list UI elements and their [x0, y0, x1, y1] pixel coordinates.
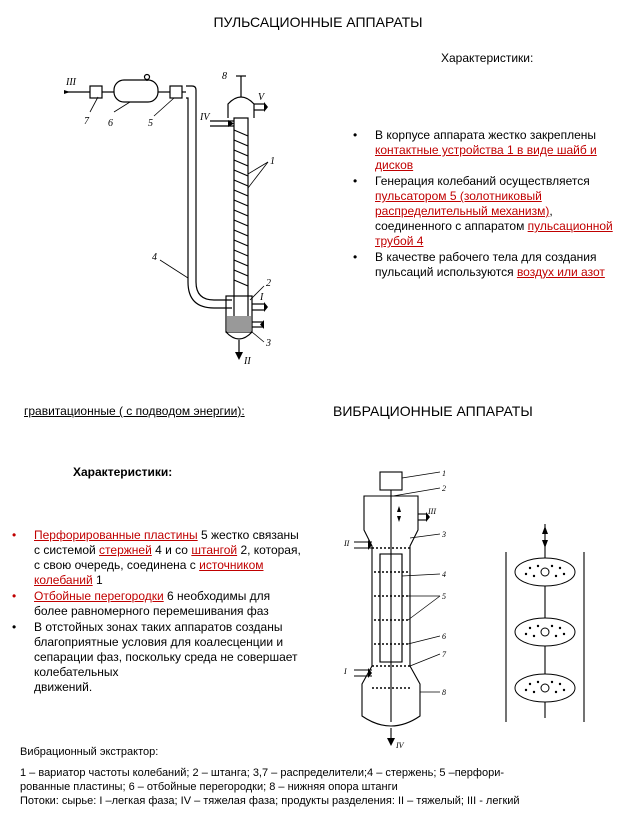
label-6: 6 [108, 118, 113, 129]
vib-label-2: 2 [442, 484, 446, 493]
vib-label-8: 8 [442, 688, 446, 697]
legend-line-3: Потоки: сырье: I –легкая фаза; IV – тяжелая фаза; продукты разделения: II – тяжелый; III - легкий [20, 795, 520, 807]
label-V: V [258, 92, 265, 103]
pulsation-apparatus-diagram [60, 64, 290, 370]
label-II: II [244, 356, 251, 367]
top-characteristics-heading: Характеристики: [441, 51, 534, 65]
label-4: 4 [152, 252, 157, 263]
vib-label-6: 6 [442, 632, 446, 641]
vib-label-4: 4 [442, 570, 446, 579]
label-I: I [260, 292, 264, 303]
legend-line-1: 1 – вариатор частоты колебаний; 2 – штанга; 3,7 – распределители;4 – стержень; 5 –перфори- [20, 767, 505, 779]
vib-label-7: 7 [442, 650, 446, 659]
label-5: 5 [148, 118, 153, 129]
vib-label-IV: IV [396, 741, 404, 750]
label-7: 7 [84, 116, 89, 127]
vib-label-1: 1 [442, 469, 446, 478]
gravitational-heading: гравитационные ( с подводом энергии): [24, 404, 245, 418]
list-item: • В отстойных зонах таких аппаратов созданы благоприятные условия для коалесценции и сепарации фаз, поскольку среда не совершает колебательных движений. [12, 620, 306, 695]
label-IV: IV [200, 112, 210, 123]
label-2: 2 [266, 278, 271, 289]
page-title: ПУЛЬСАЦИОННЫЕ АППАРАТЫ [213, 14, 423, 30]
list-item: • В корпусе аппарата жестко закреплены контактные устройства 1 в виде шайб и дисков [353, 128, 629, 173]
label-III: III [66, 77, 76, 88]
vibration-extractor-diagram [340, 466, 452, 756]
top-characteristics-list [353, 128, 629, 281]
list-item: • Генерация колебаний осуществляется пульсатором 5 (золотниковый распределительный механизм), соединенного с аппаратом пульсационной трубой 4 [353, 174, 629, 249]
label-3: 3 [266, 338, 271, 349]
figure-legend [20, 766, 626, 808]
label-8: 8 [222, 71, 227, 82]
vib-label-3: 3 [442, 530, 446, 539]
legend-line-2: рованные пластины; 6 – отбойные перегородки; 8 – нижняя опора штанги [20, 781, 398, 793]
figure-caption: Вибрационный экстрактор: [20, 746, 159, 758]
list-item: • Отбойные перегородки 6 необходимы для более равномерного перемешивания фаз [12, 589, 306, 619]
mid-characteristics-list [12, 528, 306, 696]
label-1: 1 [270, 156, 275, 167]
list-item: • Перфорированные пластины 5 жестко связаны с системой стержней 4 и со штангой 2, которая, с свою очередь, соединена с источником колебаний 1 [12, 528, 306, 588]
list-item: • В качестве рабочего тела для создания пульсаций используются воздух или азот [353, 250, 629, 280]
vibrating-plates-detail [500, 522, 590, 722]
vib-label-5: 5 [442, 592, 446, 601]
vib-label-III: III [428, 507, 436, 516]
mid-characteristics-heading: Характеристики: [73, 465, 173, 479]
vibration-title: ВИБРАЦИОННЫЕ АППАРАТЫ [333, 403, 533, 419]
vib-label-II: II [344, 539, 350, 548]
vib-label-I: I [344, 667, 347, 676]
